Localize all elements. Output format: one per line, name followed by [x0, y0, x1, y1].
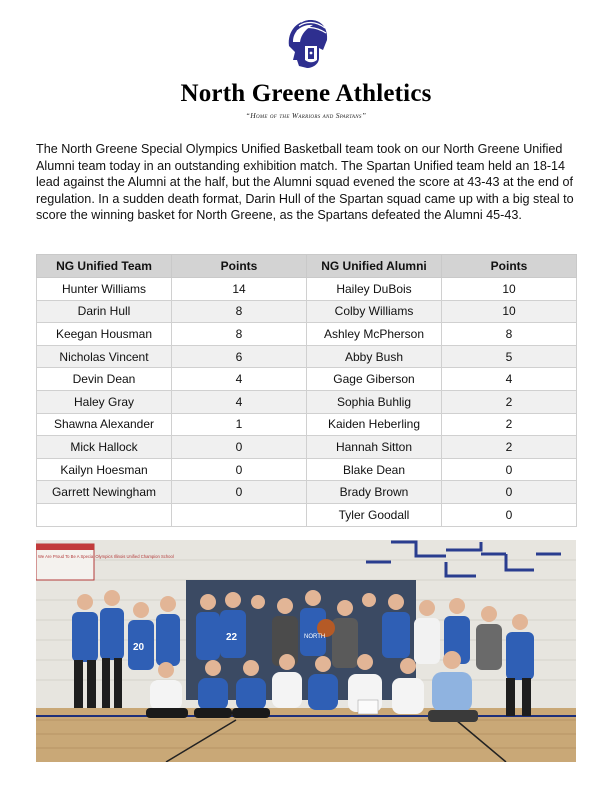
unified-player-points	[172, 503, 307, 526]
alumni-player-points: 4	[442, 368, 577, 391]
unified-player-name: Nicholas Vincent	[37, 345, 172, 368]
alumni-player-name: Gage Giberson	[307, 368, 442, 391]
unified-player-points: 8	[172, 300, 307, 323]
table-row	[37, 300, 577, 323]
unified-player-name: Hunter Williams	[37, 278, 172, 301]
team-photo	[36, 540, 576, 762]
table-row	[37, 481, 577, 504]
alumni-player-points: 0	[442, 503, 577, 526]
unified-player-points: 1	[172, 413, 307, 436]
alumni-player-name: Abby Bush	[307, 345, 442, 368]
unified-player-points: 6	[172, 345, 307, 368]
unified-player-name: Haley Gray	[37, 390, 172, 413]
table-row	[37, 278, 577, 301]
unified-player-points: 0	[172, 436, 307, 459]
unified-player-name: Shawna Alexander	[37, 413, 172, 436]
alumni-player-points: 10	[442, 300, 577, 323]
alumni-player-points: 2	[442, 390, 577, 413]
column-header: Points	[442, 255, 577, 278]
alumni-player-points: 5	[442, 345, 577, 368]
banner-text: We Are Proud To Be A Special Olympics Illinois Unified Champion School	[38, 554, 174, 559]
unified-player-name: Mick Hallock	[37, 436, 172, 459]
page-subtitle: “Home of the Warriors and Spartans”	[245, 111, 367, 120]
table-row	[37, 368, 577, 391]
unified-player-name: Kailyn Hoesman	[37, 458, 172, 481]
table-header-row	[37, 255, 577, 278]
alumni-player-points: 0	[442, 458, 577, 481]
alumni-player-name: Sophia Buhlig	[307, 390, 442, 413]
column-header: NG Unified Alumni	[307, 255, 442, 278]
unified-player-points: 4	[172, 368, 307, 391]
column-header: NG Unified Team	[37, 255, 172, 278]
table-row	[37, 323, 577, 346]
alumni-player-name: Hannah Sitton	[307, 436, 442, 459]
alumni-player-name: Ashley McPherson	[307, 323, 442, 346]
team-photo-illustration	[36, 540, 576, 762]
table-row	[37, 458, 577, 481]
alumni-player-name: Tyler Goodall	[307, 503, 442, 526]
table-row	[37, 390, 577, 413]
column-header: Points	[172, 255, 307, 278]
page-title: North Greene Athletics	[180, 80, 432, 107]
unified-player-name: Garrett Newingham	[37, 481, 172, 504]
table-row	[37, 345, 577, 368]
table-row	[37, 413, 577, 436]
alumni-player-points: 8	[442, 323, 577, 346]
unified-player-points: 8	[172, 323, 307, 346]
unified-player-name: Darin Hull	[37, 300, 172, 323]
alumni-player-points: 0	[442, 481, 577, 504]
unified-player-name: Devin Dean	[37, 368, 172, 391]
unified-player-points: 0	[172, 481, 307, 504]
unified-player-name: Keegan Housman	[37, 323, 172, 346]
alumni-player-points: 2	[442, 413, 577, 436]
scoring-table	[36, 254, 577, 527]
unified-player-points: 0	[172, 458, 307, 481]
unified-player-name	[37, 503, 172, 526]
alumni-player-points: 10	[442, 278, 577, 301]
spartan-helmet-logo	[283, 16, 329, 72]
table-row	[37, 436, 577, 459]
alumni-player-name: Brady Brown	[307, 481, 442, 504]
jersey-text: NORTH	[304, 634, 326, 640]
game-recap-paragraph: The North Greene Special Olympics Unified Basketball team took on our North Greene Unified Alumni team today in an outstanding exhibition match. The Spartan Unified team held an 18-14 lead against the Alumni at the half, but the Alumni squad evened the score at 43-43 at the end of regulation. In a sudden death format, Darin Hull of the Spartan squad came up with a big steal to score the winning basket for North Greene, as the Spartans defeated the Alumni 45-43.	[36, 142, 574, 223]
jersey-number: 20	[133, 642, 145, 653]
jersey-number: 22	[226, 632, 238, 643]
alumni-player-points: 2	[442, 436, 577, 459]
alumni-player-name: Colby Williams	[307, 300, 442, 323]
table-row	[37, 503, 577, 526]
alumni-player-name: Blake Dean	[307, 458, 442, 481]
unified-player-points: 4	[172, 390, 307, 413]
alumni-player-name: Hailey DuBois	[307, 278, 442, 301]
alumni-player-name: Kaiden Heberling	[307, 413, 442, 436]
unified-player-points: 14	[172, 278, 307, 301]
